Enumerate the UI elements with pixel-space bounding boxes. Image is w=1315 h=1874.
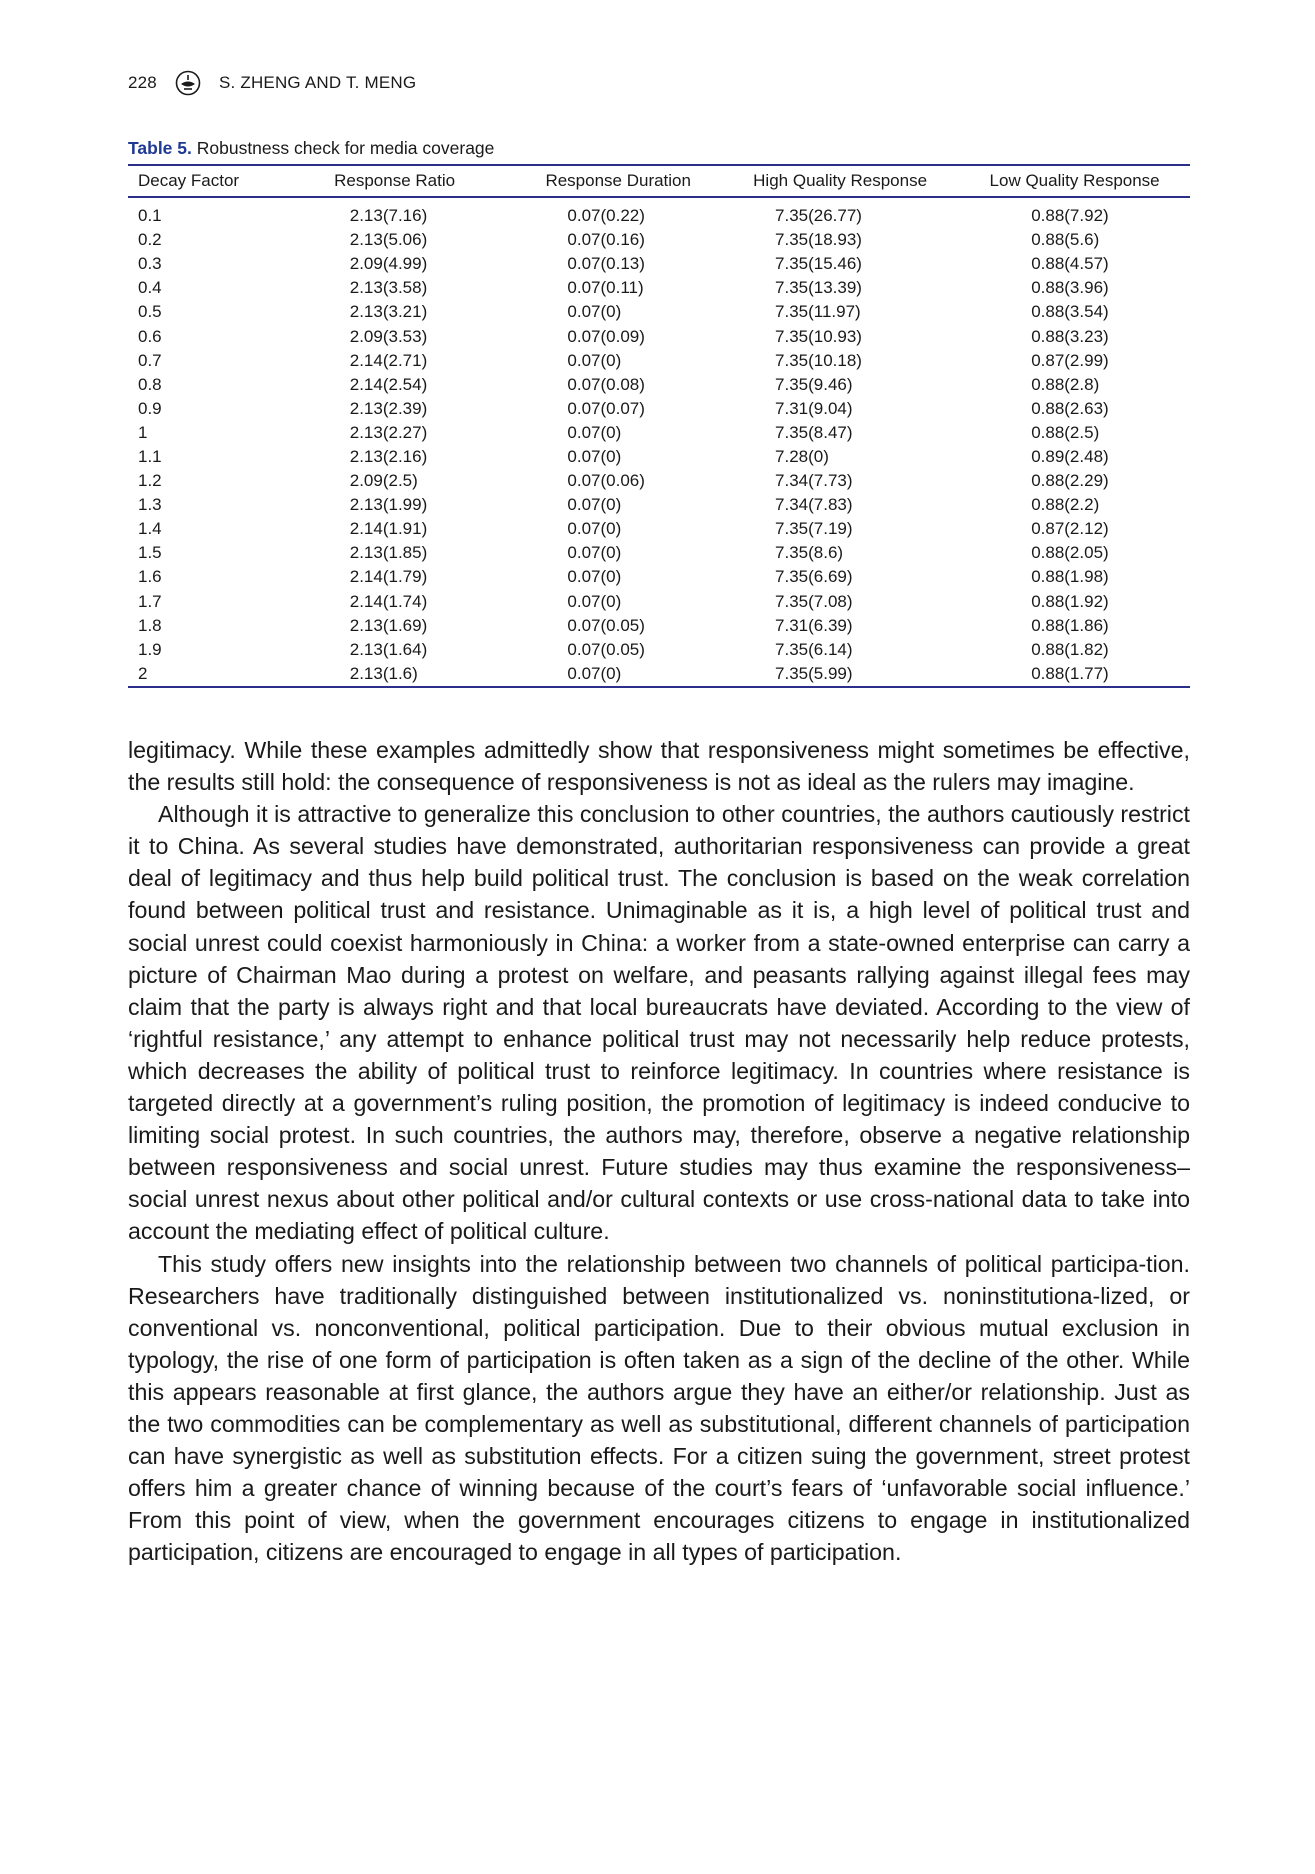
table-cell: 0.07(0.22) [567, 206, 645, 226]
table-cell: 1.7 [138, 591, 162, 611]
table-cell: 0.07(0.13) [567, 254, 645, 274]
table-cell: 0.07(0) [567, 446, 622, 466]
table-cell: 1.6 [138, 567, 162, 587]
table-body [128, 197, 1190, 687]
table-cell: 0.88(1.86) [1031, 615, 1109, 635]
table-cell: 0.88(3.23) [1031, 326, 1109, 346]
table-cell: 0.87(2.99) [1031, 350, 1109, 370]
table-cell: 0.3 [138, 254, 162, 274]
table-cell: 7.35(15.46) [775, 254, 862, 274]
table-cell: 0.88(3.96) [1031, 278, 1109, 298]
table-row [128, 517, 1190, 541]
table-cell: 7.34(7.73) [775, 471, 853, 491]
table-cell: 2.13(1.85) [349, 543, 428, 563]
table-cell: 0.7 [138, 350, 162, 370]
table-cell: 2.14(1.79) [349, 567, 428, 587]
table-caption [128, 138, 494, 159]
table-row [128, 541, 1190, 565]
table-cell: 0.88(2.2) [1031, 495, 1100, 515]
table-cell: 2.13(1.69) [349, 615, 428, 635]
results-table-container [128, 164, 1190, 688]
table-label: Table 5. [128, 138, 192, 158]
table-cell: 2.14(2.54) [349, 374, 428, 394]
table-cell: 0.07(0) [567, 350, 622, 370]
table-cell: 7.35(10.93) [775, 326, 862, 346]
table-cell: 0.4 [138, 278, 162, 298]
page-number: 228 [128, 73, 157, 92]
table-cell: 0.87(2.12) [1031, 519, 1109, 539]
table-cell: 7.34(7.83) [775, 495, 853, 515]
table-row [128, 349, 1190, 373]
table-header-row [128, 165, 1190, 197]
table-row [128, 373, 1190, 397]
table-row [128, 324, 1190, 348]
table-cell: 0.6 [138, 326, 162, 346]
table-row [128, 638, 1190, 662]
table-cell: 0.07(0) [567, 495, 622, 515]
table-cell: 2.13(3.58) [349, 278, 428, 298]
table-cell: 2.13(7.16) [349, 206, 428, 226]
table-cell: 1.5 [138, 543, 162, 563]
column-header-response-duration: Response Duration [515, 165, 721, 197]
table-cell: 2 [128, 662, 274, 687]
table-cell: 0.88(2.29) [1031, 471, 1109, 491]
table-row [128, 276, 1190, 300]
table-cell: 7.35(8.47) [775, 422, 853, 442]
table-row [128, 252, 1190, 276]
table-cell: 7.35(11.97) [775, 302, 861, 322]
table-cell: 2.14(1.91) [349, 519, 428, 539]
table-cell: 7.35(18.93) [775, 230, 862, 250]
table-cell: 0.07(0.09) [567, 326, 645, 346]
table-cell: 0.07(0) [567, 567, 622, 587]
table-cell: 7.35(6.14) [775, 639, 853, 659]
table-cell: 7.28(0) [775, 446, 829, 466]
table-cell: 7.35(5.99) [721, 662, 959, 687]
table-cell: 1.1 [138, 446, 162, 466]
running-head-authors: S. ZHENG AND T. MENG [218, 73, 417, 92]
table-header [128, 165, 1190, 197]
table-cell: 0.07(0.05) [567, 615, 645, 635]
column-header-decay-factor: Decay Factor [128, 165, 274, 197]
table-cell: 2.09(3.53) [349, 326, 428, 346]
table-cell: 2.13(1.6) [274, 662, 516, 687]
table-cell: 0.88(1.77) [959, 662, 1190, 687]
table-cell: 0.07(0) [567, 519, 622, 539]
table-cell: 0.88(2.63) [1031, 398, 1109, 418]
table-cell: 1.3 [138, 495, 162, 515]
table-row [128, 421, 1190, 445]
table-cell: 7.35(7.08) [775, 591, 853, 611]
table-cell: 2.14(2.71) [349, 350, 428, 370]
table-cell: 0.88(2.8) [1031, 374, 1100, 394]
paragraph-participation: This study offers new insights into the relationship between two channels of political participa-tion. Researchers have traditionally distinguished between institutionalized vs. noninstitutiona-lized, or conventional vs. nonconventional, political participation. Due to their obvious mutual exclusion in typology, the rise of one form of participation is often taken as a sign of the decline of the other. While this appears reasonable at first glance, the authors argue they have an either/or relationship. Just as the two commodities can be complementary as well as substitutional, different channels of participation can have synergistic as well as substitution effects. For a citizen suing the government, street protest offers him a greater chance of winning because of the court’s fears of ‘unfavorable social influence.’ From this point of view, when the government encourages citizens to engage in institutionalized participation, citizens are encouraged to engage in all types of participation. [128, 1250, 1190, 1566]
table-cell: 2.13(2.16) [349, 446, 428, 466]
robustness-table [128, 164, 1190, 688]
table-row [128, 493, 1190, 517]
table-cell: 0.88(7.92) [1031, 206, 1109, 226]
table-cell: 7.35(13.39) [775, 278, 862, 298]
table-row [128, 662, 1190, 687]
table-cell: 2.14(1.74) [349, 591, 428, 611]
table-cell: 1.2 [138, 471, 162, 491]
table-cell: 2.13(2.39) [349, 398, 428, 418]
table-cell: 7.35(10.18) [775, 350, 862, 370]
paragraph-continuation: legitimacy. While these examples admittedly show that responsiveness might sometimes be effective, the results still hold: the consequence of responsiveness is not as ideal as the rulers may imagine. [128, 737, 1190, 796]
table-cell: 0.88(1.92) [1031, 591, 1109, 611]
table-cell: 7.35(9.46) [775, 374, 853, 394]
running-head [128, 70, 416, 96]
table-cell: 1.4 [138, 519, 162, 539]
table-cell: 0.9 [138, 398, 162, 418]
table-cell: 2.13(5.06) [349, 230, 428, 250]
table-cell: 2.09(4.99) [349, 254, 428, 274]
column-header-high-quality-response: High Quality Response [721, 165, 959, 197]
table-cell: 0.07(0.11) [567, 278, 644, 298]
table-cell: 7.31(9.04) [775, 398, 853, 418]
table-row [128, 228, 1190, 252]
table-cell: 0.89(2.48) [1031, 446, 1109, 466]
table-cell: 0.07(0) [567, 591, 622, 611]
table-row [128, 614, 1190, 638]
table-cell: 1.9 [138, 639, 162, 659]
table-row [128, 469, 1190, 493]
table-row [128, 445, 1190, 469]
table-cell: 0.8 [138, 374, 162, 394]
table-cell: 0.07(0.16) [567, 230, 645, 250]
table-row [128, 565, 1190, 589]
column-header-response-ratio: Response Ratio [274, 165, 516, 197]
table-cell: 7.31(6.39) [775, 615, 853, 635]
table-cell: 7.35(8.6) [775, 543, 844, 563]
table-cell: 0.07(0.05) [567, 639, 645, 659]
table-cell: 2.13(3.21) [349, 302, 428, 322]
table-cell: 7.35(6.69) [775, 567, 853, 587]
table-cell: 0.07(0) [567, 302, 622, 322]
table-row [128, 590, 1190, 614]
table-cell: 0.88(2.5) [1031, 422, 1100, 442]
table-cell: 0.88(1.82) [1031, 639, 1109, 659]
table-row [128, 300, 1190, 324]
table-cell: 2.13(1.64) [349, 639, 428, 659]
table-title: Robustness check for media coverage [191, 138, 495, 158]
table-cell: 0.07(0.07) [567, 398, 645, 418]
table-cell: 2.13(2.27) [349, 422, 428, 442]
table-cell: 1.8 [138, 615, 162, 635]
table-cell: 0.2 [138, 230, 162, 250]
table-cell: 0.07(0) [567, 543, 622, 563]
table-cell: 7.35(7.19) [775, 519, 853, 539]
paragraph-generalization: Although it is attractive to generalize this conclusion to other countries, the authors cautiously restrict it to China. As several studies have demonstrated, authoritarian responsiveness can provide a great deal of legitimacy and thus help build political trust. The conclusion is based on the weak correlation found between political trust and resistance. Unimaginable as it is, a high level of political trust and social unrest could coexist harmoniously in China: a worker from a state-owned enterprise can carry a picture of Chairman Mao during a protest on welfare, and peasants rallying against illegal fees may claim that the party is always right and that local bureaucrats have deviated. According to the view of ‘rightful resistance,’ any attempt to enhance political trust may not necessarily help reduce protests, which decreases the ability of political trust to reinforce legitimacy. In countries where resistance is targeted directly at a government’s ruling position, the promotion of legitimacy is indeed conducive to limiting social protest. In such countries, the authors may, therefore, observe a negative relationship between responsiveness and social unrest. Future studies may thus examine the responsiveness–social unrest nexus about other political and/or cultural contexts or use cross-national data to take into account the mediating effect of political culture. [128, 801, 1190, 1245]
table-cell: 0.88(3.54) [1031, 302, 1109, 322]
table-cell: 0.1 [138, 206, 162, 226]
column-header-low-quality-response: Low Quality Response [959, 165, 1190, 197]
table-cell: 0.07(0) [567, 422, 622, 442]
table-row [128, 197, 1190, 228]
table-cell: 0.88(5.6) [1031, 230, 1100, 250]
table-cell: 0.88(2.05) [1031, 543, 1109, 563]
table-cell: 7.35(26.77) [775, 206, 862, 226]
table-cell: 0.88(4.57) [1031, 254, 1109, 274]
table-row [128, 397, 1190, 421]
table-cell: 0.07(0.06) [567, 471, 645, 491]
table-cell: 0.5 [138, 302, 162, 322]
table-cell: 0.88(1.98) [1031, 567, 1109, 587]
table-cell: 0.07(0) [515, 662, 721, 687]
body-text [128, 734, 1190, 1568]
taylor-francis-lamp-icon [175, 70, 201, 96]
table-cell: 2.09(2.5) [349, 471, 418, 491]
table-cell: 1 [138, 422, 148, 442]
table-cell: 0.07(0.08) [567, 374, 645, 394]
table-cell: 2.13(1.99) [349, 495, 428, 515]
